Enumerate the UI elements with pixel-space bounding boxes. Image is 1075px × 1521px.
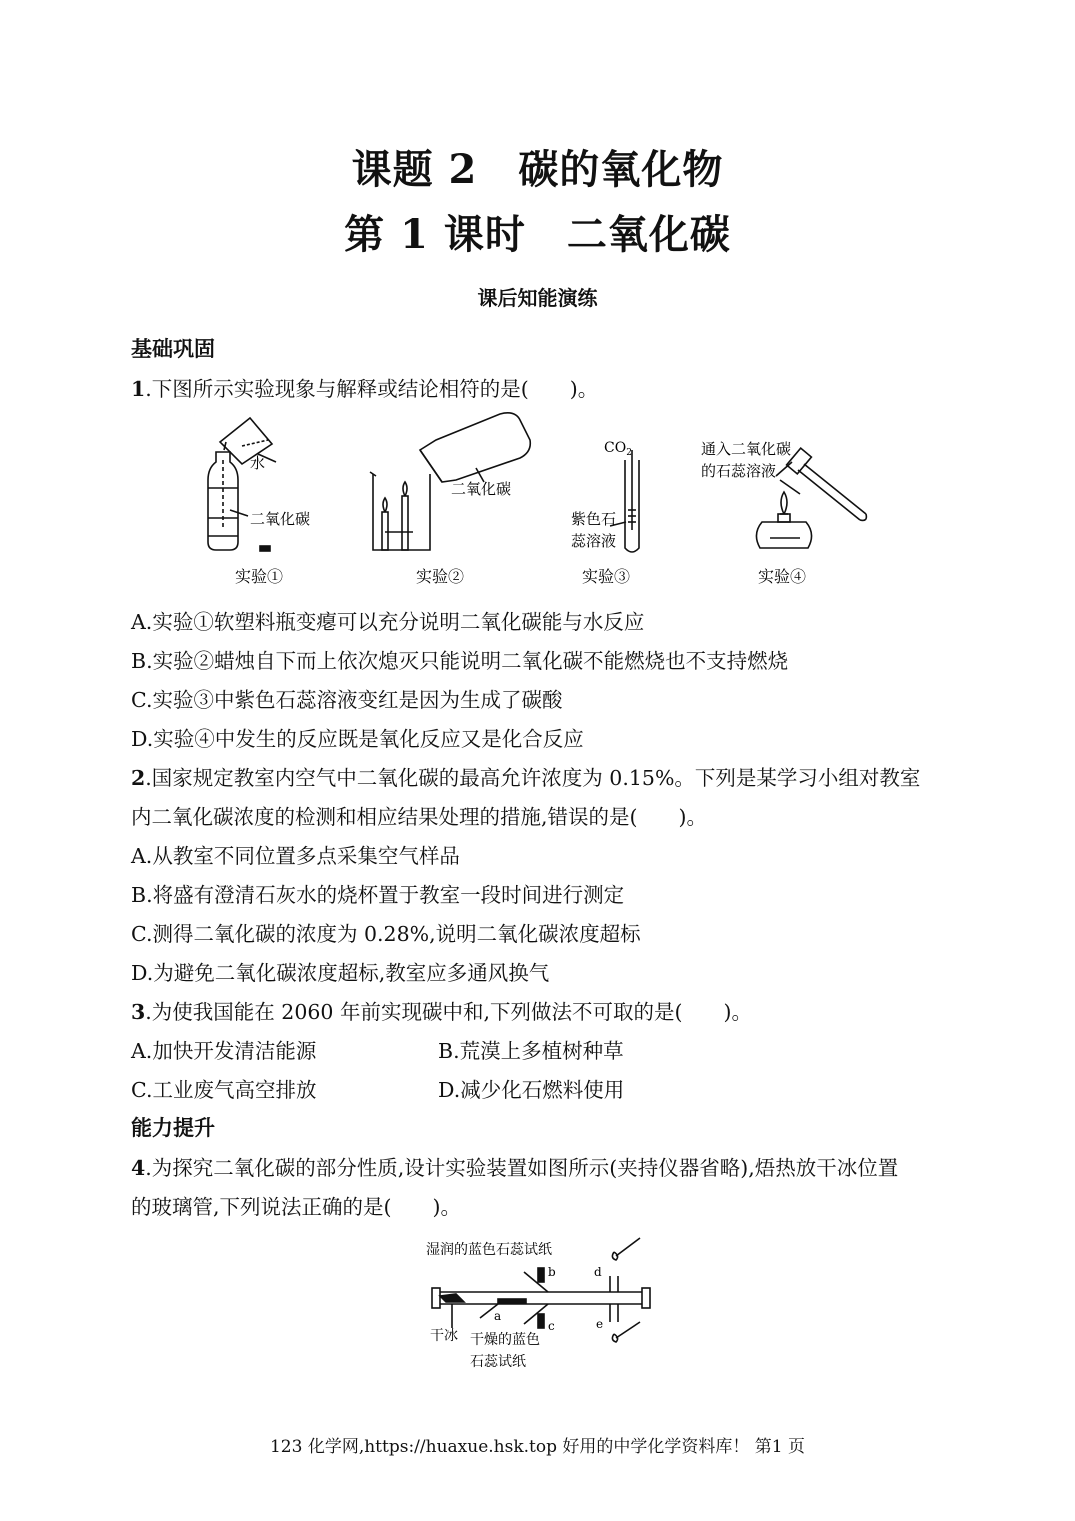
q4-figure — [420, 1232, 660, 1376]
q2-number: 2 — [131, 766, 146, 790]
label-co2-exp2: 二氧化碳 — [451, 480, 512, 498]
label-exp4: 实验④ — [758, 567, 807, 586]
q2-stem-line1: 2.国家规定教室内空气中二氧化碳的最高允许浓度为 0.15%。下列是某学习小组对教室 — [131, 766, 921, 790]
q3-option-d: D.减少化石燃料使用 — [438, 1078, 625, 1102]
q3-stem: 3.为使我国能在 2060 年前实现碳中和,下列做法不可取的是( )。 — [131, 1000, 752, 1024]
label-exp3: 实验③ — [582, 567, 631, 586]
q3-option-a: A.加快开发清洁能源 — [131, 1039, 317, 1063]
candle-tall — [402, 496, 408, 550]
q1-stem-text: .下图所示实验现象与解释或结论相符的是( )。 — [145, 377, 599, 401]
q4-number: 4 — [131, 1156, 146, 1180]
section-advanced: 能力提升 — [131, 1116, 215, 1140]
label-pass-1: 通入二氧化碳 — [701, 440, 792, 458]
q2-option-c: C.测得二氧化碳的浓度为 0.28%,说明二氧化碳浓度超标 — [131, 922, 641, 946]
wet-paper — [538, 1268, 544, 1282]
dry-ice — [440, 1294, 464, 1302]
label-dry-ice: 干冰 — [430, 1328, 458, 1344]
label-b: b — [548, 1265, 556, 1279]
page-footer: 123 化学网,https://huaxue.hsk.top 好用的中学化学资料库！ 第1 页 — [269, 1437, 806, 1457]
tilted-test-tube — [798, 464, 866, 520]
q4-stem-line2: 的玻璃管,下列说法正确的是( )。 — [131, 1195, 462, 1219]
right-stopper — [642, 1288, 650, 1308]
label-litmus-2: 蕊溶液 — [571, 532, 617, 550]
q1-stem — [131, 372, 598, 402]
q1-figure — [180, 410, 900, 599]
label-co2-exp1: 二氧化碳 — [250, 510, 311, 528]
label-water: 水 — [250, 454, 266, 472]
section-basic: 基础巩固 — [131, 337, 215, 361]
q1-option-c: C.实验③中紫色石蕊溶液变红是因为生成了碳酸 — [131, 688, 563, 712]
label-wet-paper: 湿润的蓝色石蕊试纸 — [426, 1242, 552, 1258]
q2-option-d: D.为避免二氧化碳浓度超标,教室应多通风换气 — [131, 961, 550, 985]
match-bottom — [616, 1322, 640, 1338]
left-stopper — [432, 1288, 440, 1308]
label-dry-paper-2: 石蕊试纸 — [470, 1354, 526, 1370]
q2-option-a: A.从教室不同位置多点采集空气样品 — [131, 844, 460, 868]
q1-option-b: B.实验②蜡烛自下而上依次熄灭只能说明二氧化碳不能燃烧也不支持燃烧 — [131, 649, 789, 673]
label-exp1: 实验① — [235, 567, 284, 586]
q1-option-a: A.实验①软塑料瓶变瘪可以充分说明二氧化碳能与水反应 — [131, 610, 645, 634]
q3-number: 3 — [131, 1000, 146, 1024]
label-pass-2: 的石蕊溶液 — [701, 462, 777, 480]
gas-bottle — [420, 413, 530, 482]
bottle-cap — [260, 546, 270, 551]
label-d: d — [594, 1265, 602, 1279]
alcohol-lamp — [756, 522, 811, 548]
q2-stem-line2: 内二氧化碳浓度的检测和相应结果处理的措施,错误的是( )。 — [131, 805, 708, 829]
label-co2-formula: $CO_2$ — [604, 440, 632, 458]
label-e: e — [596, 1317, 604, 1331]
dry-paper — [498, 1299, 526, 1303]
q3-option-b: B.荒漠上多植树种草 — [438, 1039, 624, 1063]
candle-short — [382, 512, 388, 550]
label-a: a — [494, 1309, 502, 1323]
label-exp2: 实验② — [416, 567, 465, 586]
label-c: c — [548, 1319, 555, 1333]
q1-number: 1 — [131, 377, 146, 401]
q2-option-b: B.将盛有澄清石灰水的烧杯置于教室一段时间进行测定 — [131, 883, 625, 907]
lesson-title: 课题 2 碳的氧化物 — [351, 146, 724, 193]
q3-option-c: C.工业废气高空排放 — [131, 1078, 317, 1102]
q4-stem-line1: 4.为探究二氧化碳的部分性质,设计实验装置如图所示(夹持仪器省略),焐热放干冰位置 — [131, 1156, 899, 1180]
exercise-heading: 课后知能演练 — [477, 286, 598, 310]
label-dry-paper-1: 干燥的蓝色 — [470, 1332, 540, 1348]
q1-option-d: D.实验④中发生的反应既是氧化反应又是化合反应 — [131, 727, 584, 751]
period-title: 第 1 课时 二氧化碳 — [344, 211, 731, 258]
label-litmus-1: 紫色石 — [571, 510, 617, 528]
match-top — [616, 1238, 640, 1256]
